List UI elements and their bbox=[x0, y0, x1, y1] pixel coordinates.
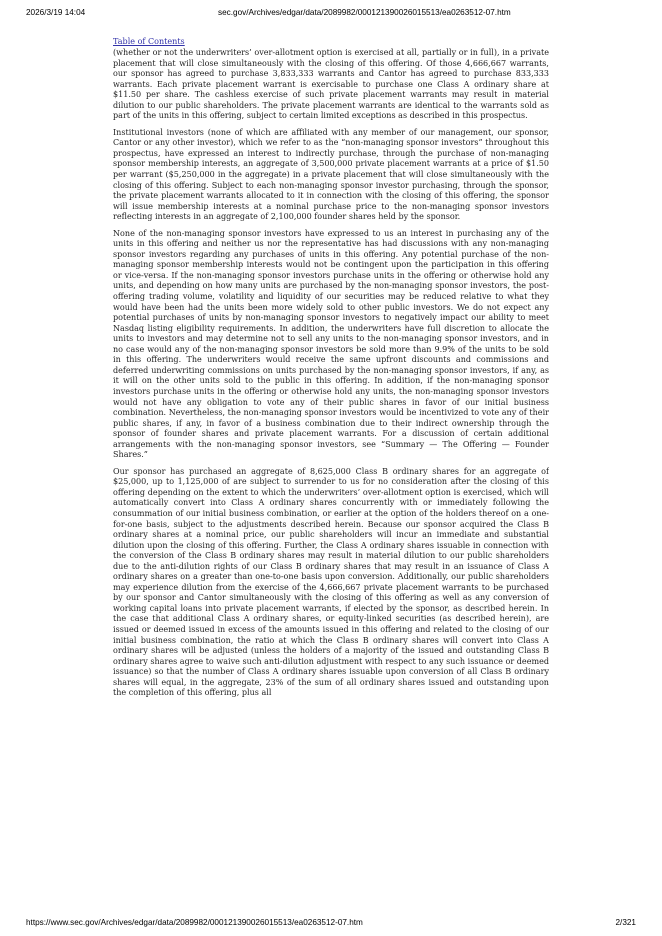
paragraph-sponsor-founder-shares: Our sponsor has purchased an aggregate of 8,625,000 Class B ordinary shares for an aggregate of $25,000, up to 1,125,000 of are subject to surrender to us for no consideration after the closing of this offering depending on the extent to which the underwriters’ over-allotment option is exercised, which will automatically convert into Class A ordinary shares concurrently with or immediately following the consummation of our initial business combination, or earlier at the option of the holders thereof on a one-for-one basis, subject to the adjustments described herein. Because our sponsor acquired the Class B ordinary shares at a nominal price, our public shareholders will incur an immediate and substantial dilution upon the closing of this offering. Further, the Class A ordinary shares issuable in connection with the conversion of the Class B ordinary shares may result in material dilution to our public shareholders due to the anti-dilution rights of our Class B ordinary shares that may result in an issuance of Class A ordinary shares on a greater than one-to-one basis upon conversion. Additionally, our public shareholders may experience dilution from the exercise of the 4,666,667 private placement warrants to be purchased by our sponsor and Cantor simultaneously with the closing of this offering as well as any conversion of working capital loans into private placement warrants, if elected by the sponsor, as described herein. In the case that additional Class A ordinary shares, or equity-linked securities (as described herein), are issued or deemed issued in excess of the amounts issued in this offering and related to the closing of our initial business combination, the ratio at which the Class B ordinary shares will convert into Class A ordinary shares will be adjusted (unless the holders of a majority of the issued and outstanding Class B ordinary shares agree to waive such anti-dilution adjustment with respect to any such issuance or deemed issuance) so that the number of Class A ordinary shares issuable upon conversion of all Class B ordinary shares will equal, in the aggregate, 23% of the sum of all ordinary shares issued and outstanding upon the completion of this offering, plus all bbox=[113, 466, 549, 698]
document-body bbox=[113, 36, 549, 906]
paragraph-institutional-investors: Institutional investors (none of which are affiliated with any member of our management, our sponsor, Cantor or any other investor), which we refer to as the “non-managing sponsor investors” throughout this prospectus, have expressed an interest to indirectly purchase, through the purchase of non-managing sponsor membership interests, an aggregate of 3,500,000 private placement warrants at a price of $1.50 per warrant ($5,250,000 in the aggregate) in a private placement that will close simultaneously with the closing of this offering. Subject to each non-managing sponsor investor purchasing, through the sponsor, the private placement warrants allocated to it in connection with the closing of this offering, the sponsor will issue membership interests at a nominal purchase price to the non-managing sponsor investors reflecting interests in an aggregate of 2,100,000 founder shares held by the sponsor. bbox=[113, 127, 549, 222]
paragraph-non-managing-investors: None of the non-managing sponsor investors have expressed to us an interest in purchasing any of the units in this offering and neither us nor the representative has had discussions with any non-managing sponsor investors regarding any purchases of units in this offering. Any potential purchase of the non-managing sponsor membership interests would not be contingent upon the participation in this offering or vice-versa. If the non-managing sponsor investors purchase units in the offering or otherwise hold any units, and depending on how many units are purchased by the non-managing sponsor investors, the post-offering trading volume, volatility and liquidity of our securities may be reduced relative to what they would have been had the units been more widely sold to other public investors. We do not expect any potential purchases of units by non-managing sponsor investors to negatively impact our ability to meet Nasdaq listing eligibility requirements. In addition, the underwriters have full discretion to allocate the units to investors and may determine not to sell any units to the non-managing sponsor investors, and in no case would any of the non-managing sponsor investors be sold more than 9.9% of the units to be sold in this offering. The underwriters would receive the same upfront discounts and commissions and deferred underwriting commissions on units purchased by the non-managing sponsor investors, if any, as it will on the other units sold to the public in this offering. In addition, if the non-managing sponsor investors purchase units in the offering or otherwise hold any units, the non-managing sponsor investors would not have any obligation to vote any of their public shares in favor of our initial business combination. Nevertheless, the non-managing sponsor investors would be incentivized to vote any of their public shares, if any, in favor of a business combination due to their indirect ownership through the sponsor of founder shares and private placement warrants. For a discussion of certain additional arrangements with the non-managing sponsor investors, see “Summary — The Offering — Founder Shares.” bbox=[113, 228, 549, 460]
print-url: https://www.sec.gov/Archives/edgar/data/2089982/000121390026015513/ea0263512-07.htm bbox=[26, 918, 363, 927]
print-datetime: 2026/3/19 14:04 bbox=[26, 8, 86, 17]
print-footer bbox=[0, 916, 662, 930]
print-page-title: sec.gov/Archives/edgar/data/2089982/000121390026015513/ea0263512-07.htm bbox=[218, 8, 511, 17]
paragraph-private-placement-warrants: (whether or not the underwriters’ over-allotment option is exercised at all, partially or in full), in a private placement that will close simultaneously with the closing of this offering. Of those 4,666,667 warrants, our sponsor has agreed to purchase 3,833,333 warrants and Cantor has agreed to purchase 833,333 warrants. Each private placement warrant is exercisable to purchase one Class A ordinary share at $11.50 per share. The cashless exercise of such private placement warrants may result in material dilution to our public shareholders. The private placement warrants are identical to the warrants sold as part of the units in this offering, subject to certain limited exceptions as described in this prospectus. bbox=[113, 48, 549, 121]
print-page-number: 2/321 bbox=[615, 918, 636, 927]
print-header bbox=[0, 6, 662, 20]
table-of-contents-link[interactable]: Table of Contents bbox=[113, 37, 185, 46]
